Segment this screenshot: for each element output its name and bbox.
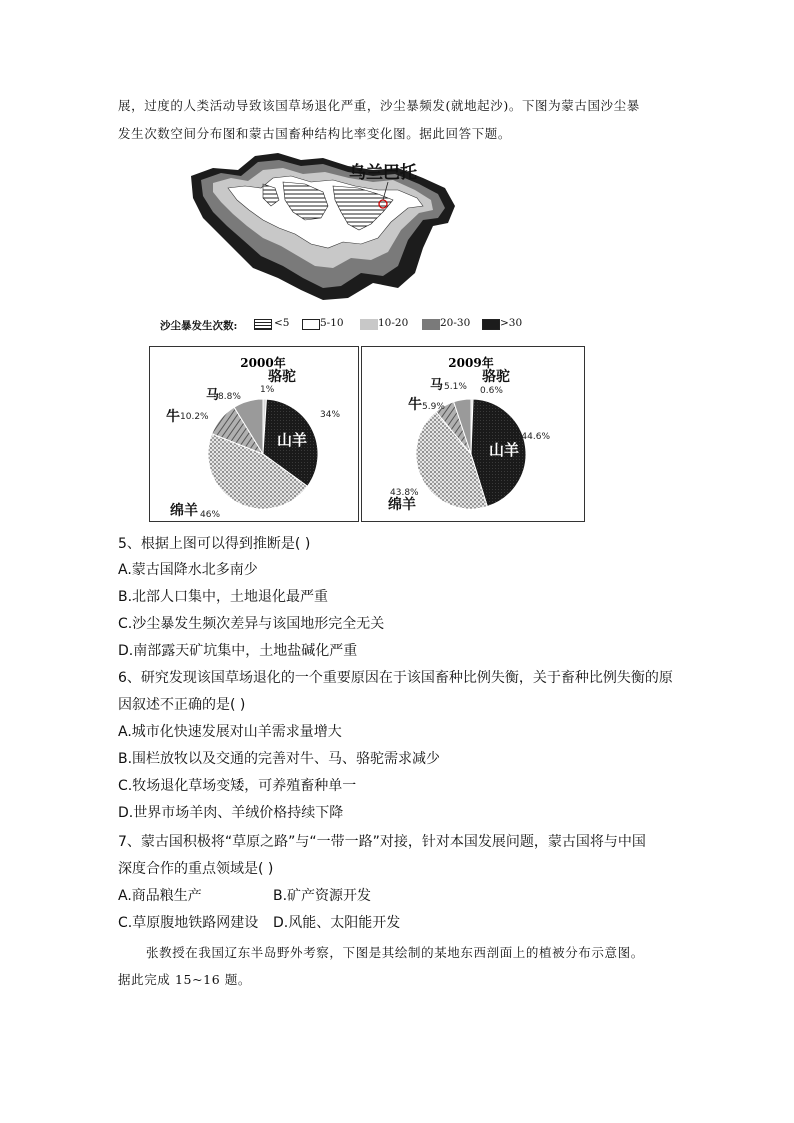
question-7-option-c: C.草原腹地铁路网建设 xyxy=(118,915,259,931)
pie-box-2000 xyxy=(149,346,359,522)
question-5-stem: 5、根据上图可以得到推断是( ) xyxy=(118,536,311,552)
question-6-option-b: B.围栏放牧以及交通的完善对牛、马、骆驼需求减少 xyxy=(118,751,441,767)
pie-chart-2009 xyxy=(362,347,584,521)
intro-line-1: 展，过度的人类活动导致该国草场退化严重，沙尘暴频发(就地起沙)。下图为蒙古国沙尘暴 xyxy=(118,98,640,113)
question-6-option-d: D.世界市场羊肉、羊绒价格持续下降 xyxy=(118,805,344,821)
question-5-option-d: D.南部露天矿坑集中，土地盐碱化严重 xyxy=(118,643,358,659)
pie-slice-name-label: 绵羊 xyxy=(388,497,416,513)
pie-slice-percent-label: 44.6% xyxy=(521,432,550,442)
legend-swatch-medium xyxy=(422,319,440,330)
outro-line-2: 据此完成 15~16 题。 xyxy=(118,972,252,987)
dust-storm-map xyxy=(183,148,463,308)
question-6-option-c: C.牧场退化草场变矮，可养殖畜种单一 xyxy=(118,778,357,794)
legend-swatch-light xyxy=(360,319,378,330)
pie-box-2009 xyxy=(361,346,585,522)
question-7-stem-line-2: 深度合作的重点领域是( ) xyxy=(118,861,274,877)
pie-slice-name-label: 马 xyxy=(430,378,444,393)
pie-slice-name-label: 马 xyxy=(206,388,220,403)
mongolia-map-graphic xyxy=(183,148,463,308)
legend-label: 10-20 xyxy=(378,317,409,329)
pie-slice-percent-label: 34% xyxy=(320,410,341,420)
pie-slice-percent-label: 10.2% xyxy=(180,412,209,422)
legend-label: 20-30 xyxy=(440,317,471,329)
pie-slice-name-label: 山羊 xyxy=(277,431,308,449)
question-5-option-b: B.北部人口集中，土地退化最严重 xyxy=(118,589,329,605)
question-6-stem-line-2: 因叙述不正确的是( ) xyxy=(118,697,246,713)
pie-slice-percent-label: 5.9% xyxy=(422,402,445,412)
pie-slice-percent-label: 8.8% xyxy=(218,392,241,402)
legend-swatch-hlines xyxy=(254,319,272,330)
pie-slice-percent-label: 0.6% xyxy=(480,386,503,396)
question-5-option-c: C.沙尘暴发生频次差异与该国地形完全无关 xyxy=(118,616,385,632)
legend-swatch-dark xyxy=(482,319,500,330)
legend-label: >30 xyxy=(500,317,523,329)
pie-slice-percent-label: 46% xyxy=(200,510,221,520)
pie-slice-name-label: 牛 xyxy=(408,397,422,413)
pie-slice-percent-label: 1% xyxy=(260,385,275,395)
pie-title: 2009年 xyxy=(448,356,494,370)
city-label: 乌兰巴托 xyxy=(349,163,417,183)
legend-label: <5 xyxy=(274,317,290,329)
question-7-option-a: A.商品粮生产 xyxy=(118,888,202,904)
pie-slice-name-label: 山羊 xyxy=(489,441,520,459)
question-7-option-d: D.风能、太阳能开发 xyxy=(273,915,401,931)
legend-label: 5-10 xyxy=(320,317,344,329)
question-5-option-a: A.蒙古国降水北多南少 xyxy=(118,562,258,578)
intro-line-2: 发生次数空间分布图和蒙古国畜种结构比率变化图。据此回答下题。 xyxy=(118,126,512,141)
outro-line-1: 张教授在我国辽东半岛野外考察，下图是其绘制的某地东西剖面上的植被分布示意图。 xyxy=(146,945,644,960)
pie-title: 2000年 xyxy=(240,356,286,370)
question-7-option-b: B.矿产资源开发 xyxy=(273,888,372,904)
question-6-option-a: A.城市化快速发展对山羊需求量增大 xyxy=(118,724,342,740)
map-legend xyxy=(160,316,580,334)
legend-swatch-white xyxy=(302,319,320,330)
pie-slice-name-label: 骆驼 xyxy=(482,369,510,385)
pie-slice-name-label: 骆驼 xyxy=(268,369,296,385)
pie-slice-name-label: 牛 xyxy=(166,409,180,425)
pie-slice-percent-label: 43.8% xyxy=(390,488,419,498)
pie-slice-percent-label: 5.1% xyxy=(444,382,467,392)
question-7-stem-line-1: 7、蒙古国积极将“草原之路”与“一带一路”对接，针对本国发展问题，蒙古国将与中国 xyxy=(118,834,646,850)
question-6-stem-line-1: 6、研究发现该国草场退化的一个重要原因在于该国畜种比例失衡，关于畜种比例失衡的原 xyxy=(118,670,673,686)
pie-chart-2000 xyxy=(150,347,358,521)
legend-title: 沙尘暴发生次数: xyxy=(160,320,238,332)
pie-slice-name-label: 绵羊 xyxy=(170,503,198,519)
